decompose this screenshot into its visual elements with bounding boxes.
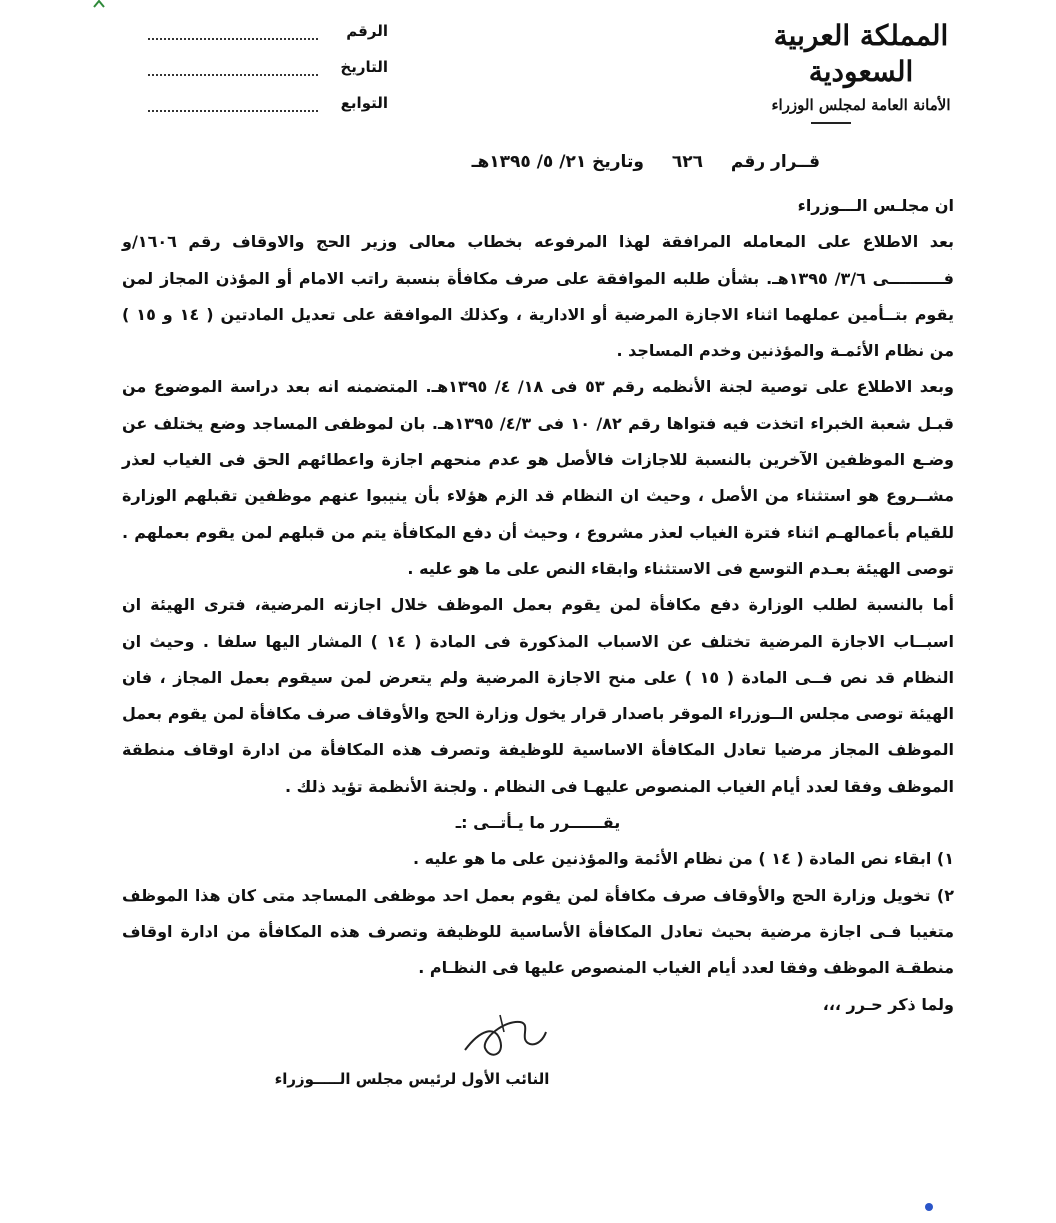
decision-number: ٦٢٦	[671, 152, 703, 172]
corner-dot	[925, 1203, 933, 1211]
reference-attachments-label: التوابع	[340, 94, 388, 112]
document-body	[122, 188, 954, 1023]
resolution-items	[122, 841, 954, 986]
opening-line: ان مجلـس الـــوزراء	[797, 196, 954, 215]
signatory-title: النائب الأول لرئيس مجلس الـــــوزراء	[274, 1070, 550, 1088]
reference-number-row	[148, 22, 388, 58]
resolution-heading: يقــــــرر ما يـأتــى :ـ	[455, 813, 621, 833]
reference-attachments-row	[148, 94, 388, 130]
reference-date-label: التاريخ	[340, 58, 388, 76]
resolution-item	[122, 878, 954, 987]
item-number: ٢)	[936, 885, 954, 905]
letterhead-kingdom: المملكة العربية السعودية	[773, 19, 949, 88]
dotted-line	[148, 38, 318, 40]
letterhead-rule	[811, 122, 851, 124]
decision-date: وتاريخ ٢١/ ٥/ ١٣٩٥هـ	[471, 152, 644, 172]
reference-date-row	[148, 58, 388, 94]
item-text: تخويل وزارة الحج والأوقاف صرف مكافأة لمن يقوم بعمل احد موظفى المساجد متى كان هذا الموظف متغيبا فـى اجازة مرضية بحيث تعادل المكافأة الأساسية للوظيفة وتصرف هذه المكافأة من ادارة اوقاف منطقـة الموظف وفقا لعدد أيام الغياب المنصوص عليها فى النظـام .	[122, 885, 954, 978]
resolution-item	[122, 841, 954, 877]
dotted-line	[148, 74, 318, 76]
decision-line	[360, 152, 820, 172]
paragraph: وبعد الاطلاع على توصية لجنة الأنظمه رقم ٥٣ فى ١٨/ ٤/ ١٣٩٥هـ. المتضمنه انه بعد دراسة الموضوع من قبـل شعبة الخبراء اتخذت فيه فتواها رقم ٨٢/ ١٠ فى ٤/٣/ ١٣٩٥هـ. بان لموظفى المساجد وضع يختلف عن وضـع الموظفين الآخرين بالنسبة للاجازات فالأصل هو عدم منحهم اجازة واعطائهم الحق فى الغياب لعذر مشــروع هو استثناء من الأصل ، وحيث ان النظام قد الزم هؤلاء بأن ينيبوا عنهم موظفين تقبلهم الوزارة للقيام بأعمالهـم اثناء فترة الغياب لعذر مشروع ، وحيث أن دفع المكافأة يتم من قبلهم لمن يقوم بعملهم . توصى الهيئة بعـدم التوسع فى الاستثناء وابقاء النص على ما هو عليه .	[122, 377, 954, 578]
item-number: ١)	[936, 849, 954, 869]
paragraph: بعد الاطلاع على المعامله المرافقة لهذا المرفوعه بخطاب معالى وزير الحج والاوقاف رقم ١٦٠٦/و فــــــــــى ٣/٦/ ١٣٩٥هـ. بشأن طلبه الموافقة على صرف مكافأة بنسبة راتب الامام أو المؤذن المجاز لمن يقوم بتــأمين عملهما اثناء الاجازة المرضية أو الادارية ، وكذلك الموافقة على تعديل المادتين ( ١٤ و ١٥ ) من نظام الأئمـة والمؤذنين وخدم المساجد .	[122, 232, 955, 361]
reference-fields	[148, 22, 388, 130]
letterhead-secretariat: الأمانة العامة لمجلس الوزراء	[771, 96, 951, 114]
handwritten-signature	[460, 1010, 550, 1070]
closing-line: ولما ذكر حـرر ،،،	[822, 994, 954, 1014]
paragraph: أما بالنسبة لطلب الوزارة دفع مكافأة لمن يقوم بعمل الموظف خلال اجازته المرضية، فترى الهيئة ان اسبــاب الاجازة المرضية تختلف عن الاسباب المذكورة فى المادة ( ١٤ ) المشار اليها سلفا . وحيث ان النظام قد نص فــى المادة ( ١٥ ) على منح الاجازة المرضية ولم يتعرض لمن سيقوم بعمل المجاز ، فان الهيئة توصى مجلس الــوزراء الموقر باصدار قرار يخول وزارة الحج والأوقاف صرف مكافأة لمن يقوم بعمل الموظف المجاز مرضيا تعادل المكافأة الاساسية للوظيفة وتصرف هذه المكافأة من ادارة اوقاف منطقة الموظف وفقا لعدد أيام الغياب المنصوص عليهـا فى النظام . ولجنة الأنظمة تؤيد ذلك .	[122, 595, 954, 796]
reference-number-label: الرقم	[346, 22, 388, 40]
item-text: ابقاء نص المادة ( ١٤ ) من نظام الأئمة والمؤذنين على ما هو عليه .	[413, 849, 932, 869]
letterhead	[726, 18, 996, 116]
dotted-line	[148, 110, 318, 112]
decision-label: قــرار رقم	[730, 152, 820, 172]
corner-mark	[93, 0, 105, 8]
